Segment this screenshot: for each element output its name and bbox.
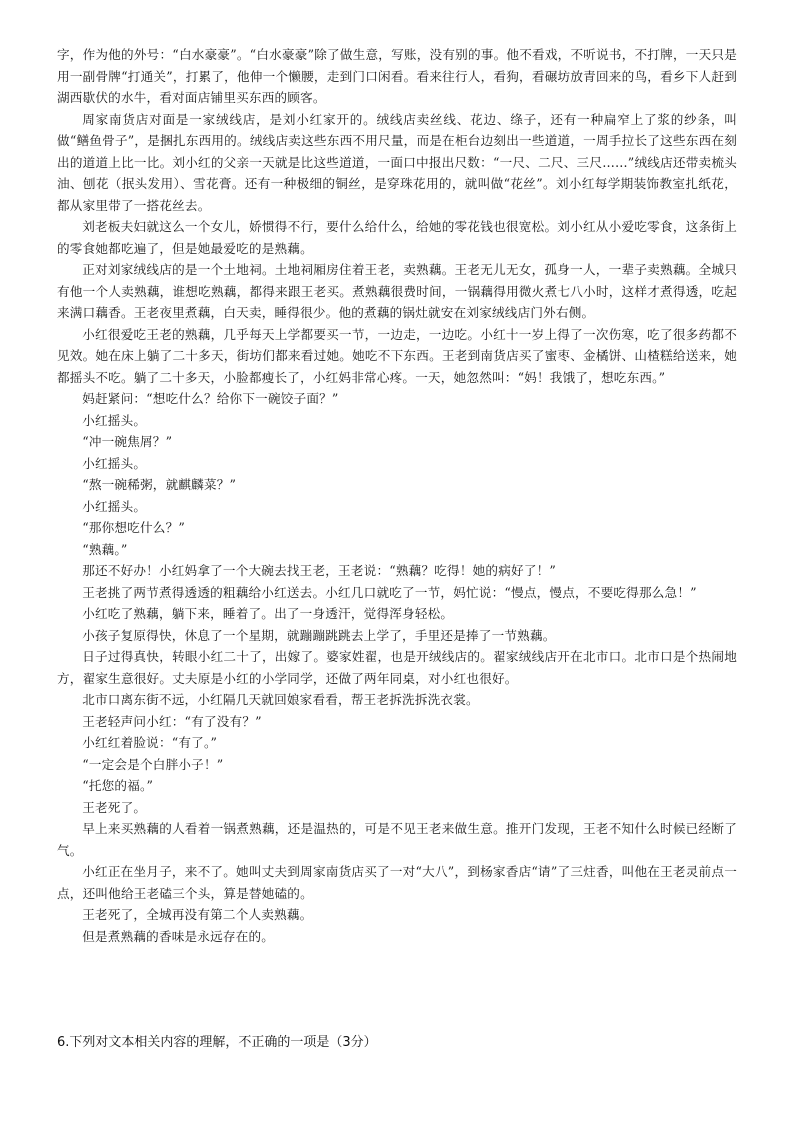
article-body	[57, 44, 737, 947]
paragraph: 早上来买熟藕的人看着一锅煮熟藕，还是温热的，可是不见王老来做生意。推开门发现，王老不知什么时候已经断了气。	[57, 821, 737, 858]
paragraph: 妈赶紧问：“想吃什么？给你下一碗饺子面？”	[82, 391, 339, 406]
paragraph: 小红摇头。	[82, 412, 147, 428]
paragraph: 那还不好办！小红妈拿了一个大碗去找王老，王老说：“熟藕？吃得！她的病好了！”	[82, 563, 557, 578]
paragraph: 日子过得真快，转眼小红二十了，出嫁了。婆家姓翟，也是开绒线店的。翟家绒线店开在北市口。北市口是个热闹地方，翟家生意很好。丈夫原是小红的小学同学，还做了两年同桌，对小红也很好。	[57, 649, 737, 686]
paragraph: 小红很爱吃王老的熟藕，几乎每天上学都要买一节，一边走，一边吃。小红十一岁上得了一次伤寒，吃了很多药都不见效。她在床上躺了二十多天，街坊们都来看过她。她吃不下东西。王老到南货店买了蜜枣、金橘饼、山楂糕给送来，她都摇头不吃。躺了二十多天，小脸都瘦长了，小红妈非常心疼。一天，她忽然叫：“妈！我饿了，想吃东西。”	[57, 326, 737, 385]
paragraph: 小红摇头。	[82, 455, 147, 471]
paragraph: “一定会是个白胖小子！”	[82, 756, 224, 772]
paragraph: 刘老板夫妇就这么一个女儿，娇惯得不行，要什么给什么，给她的零花钱也很宽松。刘小红从小爱吃零食，这条街上的零食她都吃遍了，但是她最爱吃的是熟藕。	[57, 219, 737, 256]
paragraph: 王老轻声问小红：“有了没有？”	[82, 713, 262, 729]
paragraph: “熟藕。”	[82, 541, 128, 557]
paragraph: 北市口离东街不远，小红隔几天就回娘家看看，帮王老拆洗拆洗衣裳。	[82, 692, 479, 707]
paragraph: 但是煮熟藕的香味是永远存在的。	[82, 928, 275, 944]
paragraph: “冲一碗焦屑？”	[82, 434, 173, 449]
paragraph: 小红正在坐月子，来不了。她叫丈夫到周家南货店买了一对“大八”，到杨家香店“请”了三炷香，叫他在王老灵前点一点，还叫他给王老磕三个头，算是替她磕的。	[57, 864, 737, 901]
paragraph: “熬一碗稀粥，就麒麟菜？”	[82, 477, 237, 492]
paragraph: 周家南货店对面是一家绒线店，是刘小红家开的。绒线店卖丝线、花边、绦子，还有一种扁窄上了浆的纱条，叫做“鳝鱼骨子”，是捆扎东西用的。绒线店卖这些东西不用尺量，而是在柜台边刻出一些道道，一周手拉长了这些东西在刻出的道道上比一比。刘小红的父亲一天就是比这些道道，一面口中报出尺数：“一尺、二尺、三尺……”绒线店还带卖梳头油、刨花（抿头发用）、雪花膏。还有一种极细的铜丝，是穿珠花用的，就叫做“花丝”。刘小红每学期装饰教室扎纸花，都从家里带了一搭花丝去。	[57, 111, 737, 213]
paragraph: “那你想吃什么？”	[82, 520, 186, 535]
paragraph: 字，作为他的外号：“白水豪豪”。“白水豪豪”除了做生意，写账，没有别的事。他不看戏，不听说书，不打牌，一天只是用一副骨牌“打通关”，打累了，他伸一个懒腰，走到门口闲看。看来往行人，看狗，看碾坊放青回来的鸟，看乡下人赶到湖西歇伏的水牛，看对面店铺里买东西的顾客。	[57, 47, 737, 105]
paragraph: 王老挑了两节煮得透透的粗藕给小红送去。小红几口就吃了一节，妈忙说：“慢点，慢点，不要吃得那么急！”	[82, 584, 697, 600]
paragraph: 小孩子复原得快，休息了一个星期，就蹦蹦跳跳去上学了，手里还是捧了一节熟藕。	[82, 627, 556, 643]
paragraph: 小红红着脸说：“有了。”	[82, 735, 218, 750]
question-stem: 6.下列对文本相关内容的理解，不正确的一项是（3分）	[57, 1035, 377, 1050]
paragraph: 正对刘家绒线店的是一个土地祠。土地祠厢房住着王老，卖熟藕。王老无儿无女，孤身一人，一辈子卖熟藕。全城只有他一个人卖熟藕，谁想吃熟藕，都得来跟王老买。煮熟藕很费时间，一锅藕得用微火煮七八小时，这样才煮得透，吃起来满口藕香。王老夜里煮藕，白天卖，睡得很少。他的煮藕的锅灶就安在刘家绒线店门外右侧。	[57, 262, 737, 320]
paragraph: 小红摇头。	[82, 498, 147, 514]
paragraph: “托您的福。”	[82, 778, 154, 793]
paragraph: 王老死了。	[82, 799, 147, 815]
paragraph: 王老死了，全城再没有第二个人卖熟藕。	[82, 907, 313, 922]
paragraph: 小红吃了熟藕，躺下来，睡着了。出了一身透汗，觉得浑身轻松。	[82, 606, 454, 621]
